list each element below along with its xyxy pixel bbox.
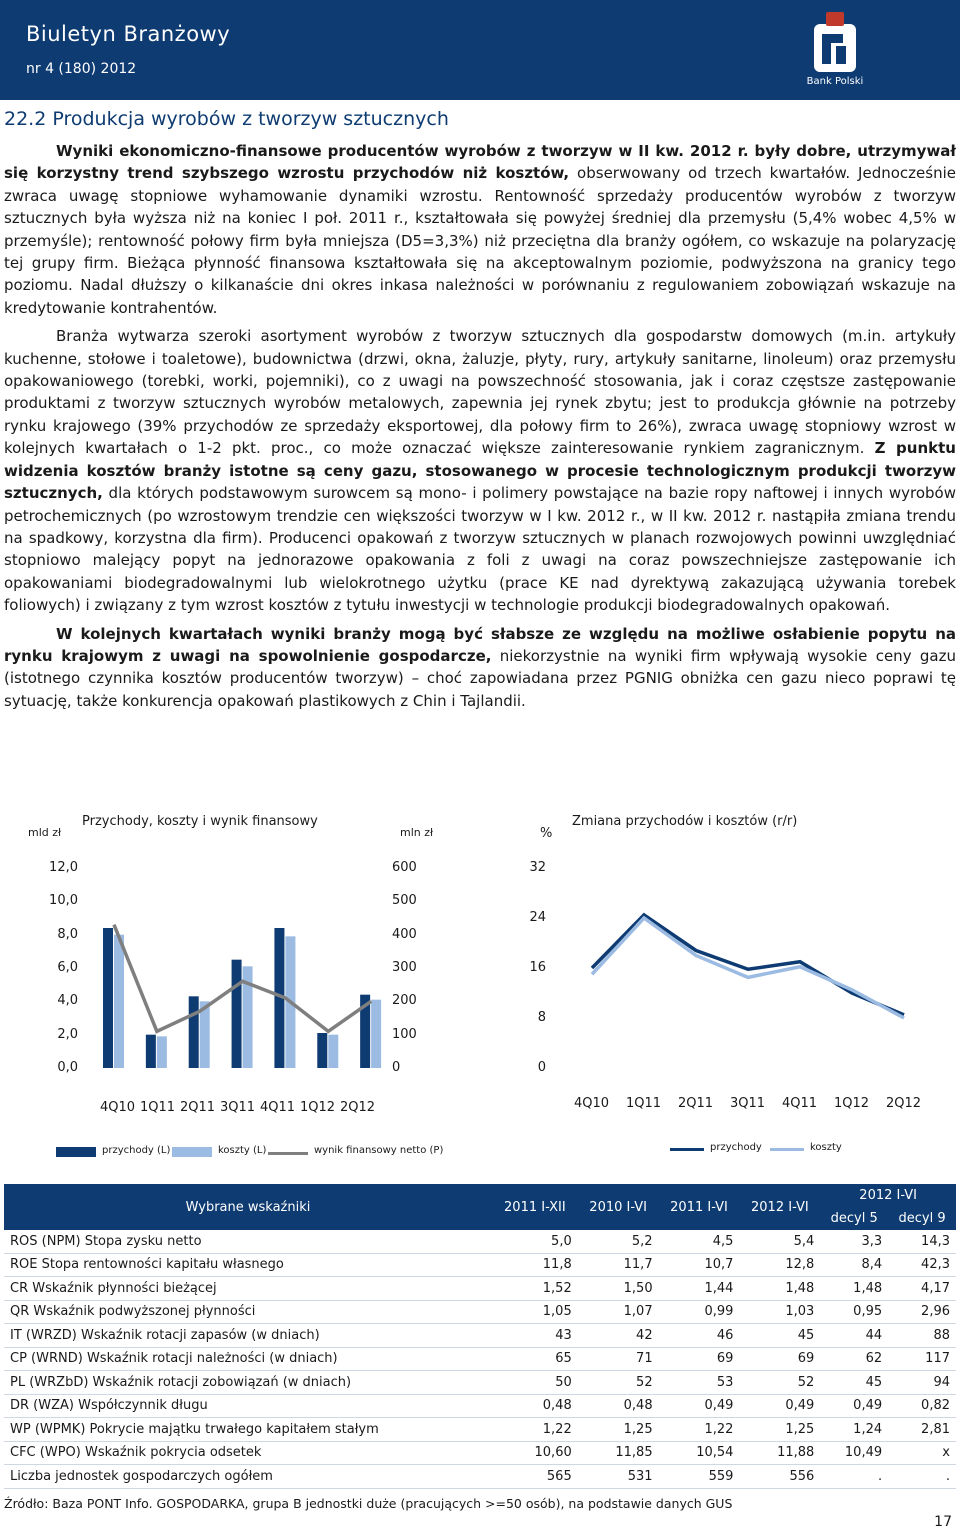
table-title: Wybrane wskaźniki	[4, 1184, 492, 1230]
x-tick-label: 4Q10	[574, 1096, 610, 1111]
x-tick-label: 3Q11	[220, 1100, 256, 1115]
row-value: 69	[659, 1347, 740, 1371]
row-value: 11,88	[739, 1441, 820, 1465]
bar-koszty	[157, 1036, 167, 1068]
row-value: 5,2	[578, 1230, 659, 1253]
chart-1-right-unit: mln zł	[400, 826, 434, 839]
row-label: ROE Stopa rentowności kapitału własnego	[4, 1253, 492, 1277]
row-value: 3,3	[820, 1230, 888, 1253]
row-value: 53	[659, 1371, 740, 1395]
bar-koszty	[114, 935, 124, 1068]
row-value: 1,22	[492, 1418, 578, 1442]
bar-przychody	[103, 928, 113, 1068]
indicators-table	[4, 1184, 956, 1489]
left-tick-label: 6,0	[57, 960, 78, 975]
table-row	[4, 1418, 956, 1442]
row-value: 1,52	[492, 1277, 578, 1301]
col-group-header: 2012 I-VI	[820, 1184, 956, 1206]
page-number: 17	[934, 1514, 952, 1530]
row-label: CFC (WPO) Wskaźnik pokrycia odsetek	[4, 1441, 492, 1465]
row-value: 2,96	[888, 1300, 956, 1324]
row-label: WP (WPMK) Pokrycie majątku trwałego kapitałem stałym	[4, 1418, 492, 1442]
bar-koszty	[328, 1035, 338, 1068]
paragraph-1-lead: Wyniki ekonomiczno-finansowe producentów wyrobów z tworzyw w II kw. 2012 r. były dobre, utrzymywał się korzystny trend szybszego wzrostu przychodów niż kosztów,	[4, 142, 956, 183]
row-value: 43	[492, 1324, 578, 1348]
row-value: 5,0	[492, 1230, 578, 1253]
left-tick-label: 4,0	[57, 993, 78, 1009]
row-value: 42,3	[888, 1253, 956, 1277]
paragraph-2-text-a: Branża wytwarza szeroki asortyment wyrobów z tworzyw sztucznych dla gospodarstw domowych (m.in. artykuły kuchenne, stołowe i toaletowe), budownictwa (drzwi, okna, żaluzje, płyty, rury, artykuły sanitarne, linoleum) oraz przemysłu opakowaniowego (torebki, worki, pojemniki), co z uwagi na powszechność stosowania, jak i coraz częstsze zastępowanie produktami z tworzyw sztucznych wyrobów metalowych, zapewnia jej rynek zbytu; jest to produkcja głównie na potrzeby rynku krajowego (39% przychodów ze sprzedaży eksportowej, dla połowy firm to 26%), zwraca uwagę stopniowy wzrost w kolejnych kwartałach o 1-2 pkt. proc., co może oznaczać większe zainteresowanie rynkiem zagranicznym.	[4, 327, 956, 458]
col-header-1: 2011 I-XII	[492, 1184, 578, 1230]
col-header-2: 2010 I-VI	[578, 1184, 659, 1230]
row-value: 2,81	[888, 1418, 956, 1442]
row-value: 46	[659, 1324, 740, 1348]
row-value: 0,82	[888, 1394, 956, 1418]
x-tick-label: 3Q11	[730, 1096, 766, 1111]
col-header-decyl5: decyl 5	[820, 1206, 888, 1230]
row-label: PL (WRZbD) Wskaźnik rotacji zobowiązań (w dniach)	[4, 1371, 492, 1395]
y-tick-label: 24	[529, 910, 546, 925]
row-value: 117	[888, 1347, 956, 1371]
paragraph-2	[4, 325, 956, 616]
right-tick-label: 400	[392, 926, 417, 942]
row-value: 1,44	[659, 1277, 740, 1301]
x-tick-label: 1Q12	[834, 1096, 870, 1111]
row-label: CP (WRND) Wskaźnik rotacji należności (w dniach)	[4, 1347, 492, 1371]
row-value: .	[820, 1465, 888, 1489]
line-przychody	[592, 915, 904, 1015]
paragraph-3-lead: W kolejnych kwartałach wyniki branży mogą być słabsze ze względu na możliwe osłabienie popytu na rynku krajowym z uwagi na spowolnienie gospodarcze,	[4, 624, 956, 665]
right-tick-label: 0	[392, 1060, 401, 1075]
chart-1-left-unit: mld zł	[28, 826, 62, 839]
left-tick-label: 12,0	[49, 860, 78, 875]
row-value: 4,5	[659, 1230, 740, 1253]
bar-przychody	[317, 1033, 327, 1068]
x-tick-label: 1Q12	[300, 1100, 336, 1115]
row-value: 42	[578, 1324, 659, 1348]
chart-2-plot	[566, 860, 926, 1100]
row-value: 88	[888, 1324, 956, 1348]
bar-koszty	[371, 1000, 381, 1068]
x-tick-label: 1Q11	[140, 1100, 176, 1115]
row-value: 44	[820, 1324, 888, 1348]
legend-swatch	[172, 1147, 212, 1157]
row-value: 531	[578, 1465, 659, 1489]
row-value: 12,8	[739, 1253, 820, 1277]
left-tick-label: 2,0	[57, 1026, 78, 1042]
row-value: 11,85	[578, 1441, 659, 1465]
row-value: 94	[888, 1371, 956, 1395]
row-value: 69	[739, 1347, 820, 1371]
row-value: .	[888, 1465, 956, 1489]
row-label: CR Wskaźnik płynności bieżącej	[4, 1277, 492, 1301]
col-header-decyl9: decyl 9	[888, 1206, 956, 1230]
right-tick-label: 600	[392, 860, 417, 875]
row-value: 50	[492, 1371, 578, 1395]
legend-swatch	[670, 1148, 704, 1151]
row-label: Liczba jednostek gospodarczych ogółem	[4, 1465, 492, 1489]
table-row	[4, 1441, 956, 1465]
x-tick-label: 1Q11	[626, 1096, 662, 1111]
paragraph-3	[4, 623, 956, 713]
row-value: 1,07	[578, 1300, 659, 1324]
row-value: 10,49	[820, 1441, 888, 1465]
chart-2-title: Zmiana przychodów i kosztów (r/r)	[572, 814, 798, 829]
article-body	[4, 140, 956, 718]
x-tick-label: 4Q11	[260, 1100, 296, 1115]
table-row	[4, 1465, 956, 1489]
legend-label: koszty (L)	[218, 1145, 267, 1156]
row-value: 5,4	[739, 1230, 820, 1253]
section-title: 22.2 Produkcja wyrobów z tworzyw sztucznych	[4, 108, 449, 130]
table-row	[4, 1277, 956, 1301]
table-row	[4, 1347, 956, 1371]
logo-text: Bank Polski	[806, 76, 864, 87]
page-header	[0, 0, 960, 100]
y-tick-label: 32	[529, 860, 546, 875]
x-tick-label: 2Q11	[678, 1096, 714, 1111]
paragraph-1	[4, 140, 956, 319]
row-label: ROS (NPM) Stopa zysku netto	[4, 1230, 492, 1253]
row-value: 1,24	[820, 1418, 888, 1442]
row-value: 1,48	[820, 1277, 888, 1301]
row-value: 11,7	[578, 1253, 659, 1277]
row-value: 1,05	[492, 1300, 578, 1324]
row-value: 10,54	[659, 1441, 740, 1465]
x-tick-label: 2Q11	[180, 1100, 216, 1115]
y-tick-label: 16	[529, 960, 546, 975]
row-value: 4,17	[888, 1277, 956, 1301]
row-value: 0,49	[820, 1394, 888, 1418]
right-tick-label: 500	[392, 893, 417, 909]
legend-swatch	[56, 1147, 96, 1157]
table-row	[4, 1324, 956, 1348]
chart-2-unit: %	[540, 826, 553, 841]
chart-1-plot	[95, 860, 395, 1100]
chart-1-title: Przychody, koszty i wynik finansowy	[82, 814, 318, 829]
x-tick-label: 4Q10	[100, 1100, 136, 1115]
x-tick-label: 4Q11	[782, 1096, 818, 1111]
row-value: 1,50	[578, 1277, 659, 1301]
row-value: 556	[739, 1465, 820, 1489]
paragraph-2-bold: Z punktu widzenia kosztów branży istotne są ceny gazu, stosowanego w procesie technologicznym produkcji tworzyw sztucznych,	[4, 439, 956, 503]
paragraph-1-text: obserwowany od trzech kwartałów. Jednocześnie zwraca uwagę stopniowe wyhamowanie dynamiki wzrostu. Rentowność sprzedaży producentów wyrobów z tworzyw sztucznych była wyższa niż na koniec I poł. 2011 r., kształtowała się powyżej średniej dla przemysłu (5,4% wobec 4,5% w przemyśle); rentowność połowy firm była mniejsza (D5=3,3%) niż przeciętna dla branży ogółem, co wskazuje na polaryzację tej grupy firm. Bieżąca płynność finansowa kształtowała się na akceptowalnym poziomie, podwyższona na granicy tego poziomu. Nadal dłuższy o kilkanaście dni okres inkasa należności w porównaniu z regulowaniem zobowiązań wskazuje na kredytowanie kontrahentów.	[4, 164, 956, 317]
table-row	[4, 1300, 956, 1324]
bar-przychody	[146, 1035, 156, 1068]
col-header-4: 2012 I-VI	[739, 1184, 820, 1230]
row-value: 1,48	[739, 1277, 820, 1301]
bar-przychody	[232, 960, 242, 1068]
row-value: 0,48	[492, 1394, 578, 1418]
row-value: 1,25	[739, 1418, 820, 1442]
x-tick-label: 2Q12	[340, 1100, 376, 1115]
row-value: 559	[659, 1465, 740, 1489]
table-row	[4, 1394, 956, 1418]
legend-label: wynik finansowy netto (P)	[314, 1145, 444, 1156]
bar-przychody	[189, 996, 199, 1068]
row-label: IT (WRZD) Wskaźnik rotacji zapasów (w dniach)	[4, 1324, 492, 1348]
x-tick-label: 2Q12	[886, 1096, 922, 1111]
row-value: 52	[739, 1371, 820, 1395]
row-value: x	[888, 1441, 956, 1465]
row-value: 1,25	[578, 1418, 659, 1442]
row-value: 10,7	[659, 1253, 740, 1277]
row-value: 65	[492, 1347, 578, 1371]
right-tick-label: 200	[392, 993, 417, 1009]
row-value: 0,48	[578, 1394, 659, 1418]
col-header-3: 2011 I-VI	[659, 1184, 740, 1230]
row-value: 0,49	[739, 1394, 820, 1418]
pko-logo-icon	[800, 8, 870, 74]
legend-swatch	[770, 1148, 804, 1151]
row-value: 0,99	[659, 1300, 740, 1324]
row-value: 8,4	[820, 1253, 888, 1277]
issue-number: nr 4 (180) 2012	[26, 61, 137, 77]
row-value: 1,03	[739, 1300, 820, 1324]
paragraph-2-text-b: dla których podstawowym surowcem są mono- i polimery powstające na bazie ropy naftowej i innych wyrobów petrochemicznych (po wzrostowym trendzie cen większości tworzyw w I kw. 2012 r., w II kw. 2012 r. nastąpiła zmiana trendu na spadkowy, korzystna dla firm). Producenci opakowań z tworzyw sztucznych w planach rozwojowych powinni uwzględniać stopniowo malejący popyt na jednorazowe opakowania z foli z uwagi na coraz powszechniejsze zastępowanie ich opakowaniami biodegradowalnymi lub wielokrotnego użytku (prace KE nad dyrektywą zakazującą używania torebek foliowych) i związany z tym wzrost kosztów z tytułu inwestycji w technologie produkcji biodegradowalnych opakowań.	[4, 484, 956, 615]
left-tick-label: 8,0	[57, 926, 78, 942]
y-tick-label: 8	[537, 1010, 546, 1025]
left-tick-label: 0,0	[57, 1060, 78, 1075]
row-value: 45	[820, 1371, 888, 1395]
pko-logo	[800, 8, 870, 92]
row-label: DR (WZA) Współczynnik długu	[4, 1394, 492, 1418]
legend-label: przychody (L)	[102, 1145, 171, 1156]
table-row	[4, 1230, 956, 1253]
right-tick-label: 300	[392, 960, 417, 975]
y-tick-label: 0	[537, 1060, 546, 1075]
row-value: 0,95	[820, 1300, 888, 1324]
row-value: 62	[820, 1347, 888, 1371]
row-value: 14,3	[888, 1230, 956, 1253]
bulletin-title: Biuletyn Branżowy	[26, 22, 231, 46]
left-tick-label: 10,0	[49, 893, 78, 909]
row-value: 45	[739, 1324, 820, 1348]
row-value: 71	[578, 1347, 659, 1371]
row-value: 10,60	[492, 1441, 578, 1465]
row-value: 1,22	[659, 1418, 740, 1442]
row-label: QR Wskaźnik podwyższonej płynności	[4, 1300, 492, 1324]
table-row	[4, 1371, 956, 1395]
legend-label: przychody	[710, 1142, 762, 1153]
row-value: 565	[492, 1465, 578, 1489]
paragraph-3-text: niekorzystnie na wyniki firm wpływają wysokie ceny gazu (istotnego czynnika kosztów producentów tworzyw) – choć zapowiadana przez PGNIG obniżka cen gazu nieco poprawi tę sytuację, także konkurencja opakowań plastikowych z Chin i Tajlandii.	[4, 646, 956, 710]
table-row	[4, 1253, 956, 1277]
row-value: 52	[578, 1371, 659, 1395]
source-note: Źródło: Baza PONT Info. GOSPODARKA, grupa B jednostki duże (pracujących >=50 osób), na podstawie danych GUS	[4, 1496, 733, 1511]
row-value: 0,49	[659, 1394, 740, 1418]
legend-label: koszty	[810, 1142, 842, 1153]
legend-swatch	[268, 1152, 308, 1155]
right-tick-label: 100	[392, 1026, 417, 1042]
row-value: 11,8	[492, 1253, 578, 1277]
